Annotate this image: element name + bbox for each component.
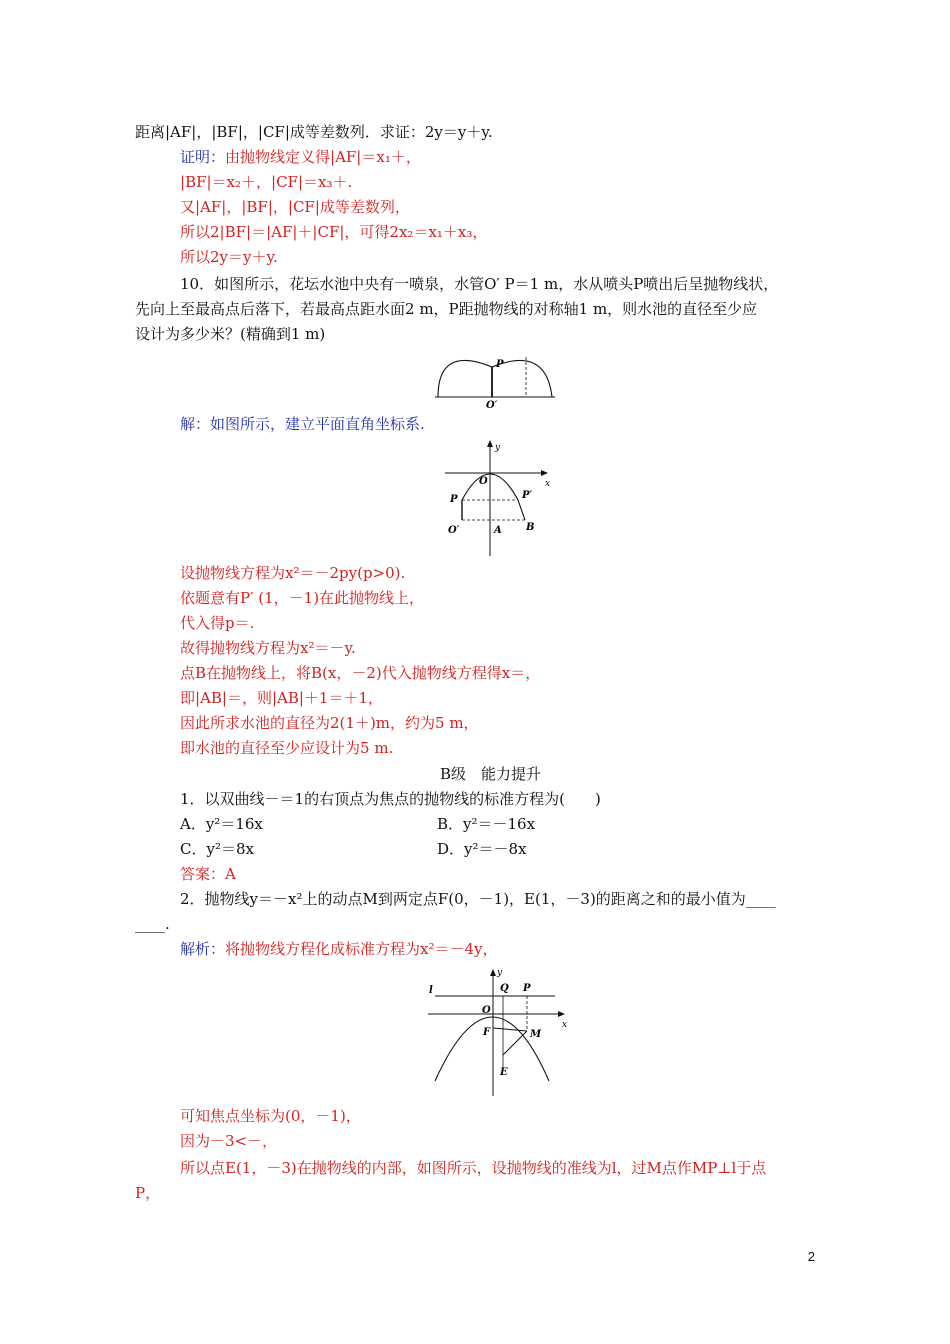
fig3-label-m: M bbox=[530, 1029, 542, 1040]
proof-label: 证明： bbox=[180, 148, 226, 166]
fig2-label-o: O bbox=[479, 476, 488, 487]
question-1: 1．以双曲线－＝1的右顶点为焦点的抛物线的标准方程为( ) bbox=[180, 790, 601, 808]
fig2-axis-y: y bbox=[495, 443, 501, 453]
fig3-label-q: Q bbox=[500, 983, 509, 994]
fountain-figure bbox=[430, 345, 565, 410]
fig3-label-e: E bbox=[500, 1067, 508, 1078]
analysis-text: 将抛物线方程化成标准方程为x²＝－4y， bbox=[225, 940, 498, 958]
solution-line: 依题意有P′ (1，－1)在此抛物线上， bbox=[180, 589, 425, 607]
analysis-line: 可知焦点坐标为(0，－1)， bbox=[180, 1107, 361, 1125]
fig2-label-a: A bbox=[494, 525, 502, 536]
fig3-label-f: F bbox=[483, 1027, 491, 1038]
option-a: A．y²＝16x bbox=[180, 815, 263, 833]
text-line: 距离|AF|，|BF|，|CF|成等差数列．求证：2y＝y＋y. bbox=[135, 123, 493, 141]
option-d: D．y²＝－8x bbox=[437, 840, 527, 858]
proof-line: 所以2|BF|＝|AF|＋|CF|，可得2x₂＝x₁＋x₃， bbox=[180, 223, 488, 241]
parabola-figure bbox=[425, 963, 575, 1098]
solution-line: 即|AB|＝，则|AB|＋1＝＋1， bbox=[180, 689, 384, 707]
solution-line: 即水池的直径至少应设计为5 m. bbox=[180, 739, 394, 757]
solution-10-line bbox=[180, 414, 425, 434]
fig2-label-o-prime: O′ bbox=[448, 525, 460, 536]
proof-line: 所以2y＝y＋y. bbox=[180, 248, 278, 266]
fig1-label-o: O′ bbox=[486, 400, 498, 410]
solution-line: 设抛物线方程为x²＝－2py(p>0). bbox=[180, 564, 406, 582]
fig1-label-p: P bbox=[496, 359, 504, 370]
fig2-label-b: B bbox=[526, 522, 535, 533]
fig2-label-p: P bbox=[450, 494, 458, 505]
question-10-line2: 先向上至最高点后落下，若最高点距水面2 m，P距抛物线的对称轴1 m，则水池的直径至少应 bbox=[135, 300, 758, 318]
fig3-axis-y: y bbox=[497, 968, 503, 978]
proof-line bbox=[180, 147, 421, 167]
page-number: 2 bbox=[807, 1249, 815, 1264]
fig2-label-p-prime: P′ bbox=[522, 490, 533, 501]
solution-line: 因此所求水池的直径为2(1＋)m，约为5 m， bbox=[180, 714, 479, 732]
answer-1: 答案：A bbox=[180, 865, 236, 883]
question-2-line1: 2．抛物线y＝－x²上的动点M到两定点F(0，－1)，E(1，－3)的距离之和的最小值为____ bbox=[180, 890, 776, 908]
solution-text: 如图所示，建立平面直角坐标系. bbox=[210, 415, 425, 433]
fig3-label-p: P bbox=[523, 983, 531, 994]
option-b: B．y²＝－16x bbox=[437, 815, 536, 833]
coordinate-figure bbox=[440, 438, 555, 558]
fig3-label-l: l bbox=[429, 985, 433, 996]
analysis-label: 解析： bbox=[180, 940, 226, 958]
fig3-label-o: O bbox=[482, 1005, 491, 1016]
proof-line: 又|AF|，|BF|，|CF|成等差数列， bbox=[180, 198, 410, 216]
solution-label: 解： bbox=[180, 415, 211, 433]
analysis-line: 所以点E(1，－3)在抛物线的内部，如图所示，设抛物线的准线为l，过M点作MP⊥l于点 bbox=[180, 1159, 767, 1177]
question-2-line2: ____. bbox=[135, 915, 170, 933]
fig2-axis-x: x bbox=[545, 479, 551, 489]
question-10-line3: 设计为多少米？(精确到1 m) bbox=[135, 325, 326, 343]
option-c: C．y²＝8x bbox=[180, 840, 254, 858]
solution-line: 点B在抛物线上，将B(x，－2)代入抛物线方程得x＝， bbox=[180, 664, 541, 682]
analysis-line: P， bbox=[135, 1184, 161, 1202]
solution-line: 故得抛物线方程为x²＝－y. bbox=[180, 639, 356, 657]
solution-2-line bbox=[180, 939, 498, 959]
question-10-line1: 10．如图所示，花坛水池中央有一喷泉，水管O′ P＝1 m，水从喷头P喷出后呈抛物线状， bbox=[180, 275, 779, 293]
analysis-line: 因为－3<－， bbox=[180, 1132, 278, 1150]
solution-line: 代入得p＝. bbox=[180, 614, 255, 632]
proof-text: 由抛物线定义得|AF|＝x₁＋， bbox=[225, 148, 421, 166]
fig3-axis-x: x bbox=[562, 1020, 568, 1030]
section-heading: B级 能力提升 bbox=[440, 765, 542, 783]
proof-line: |BF|＝x₂＋，|CF|＝x₃＋. bbox=[180, 173, 353, 191]
